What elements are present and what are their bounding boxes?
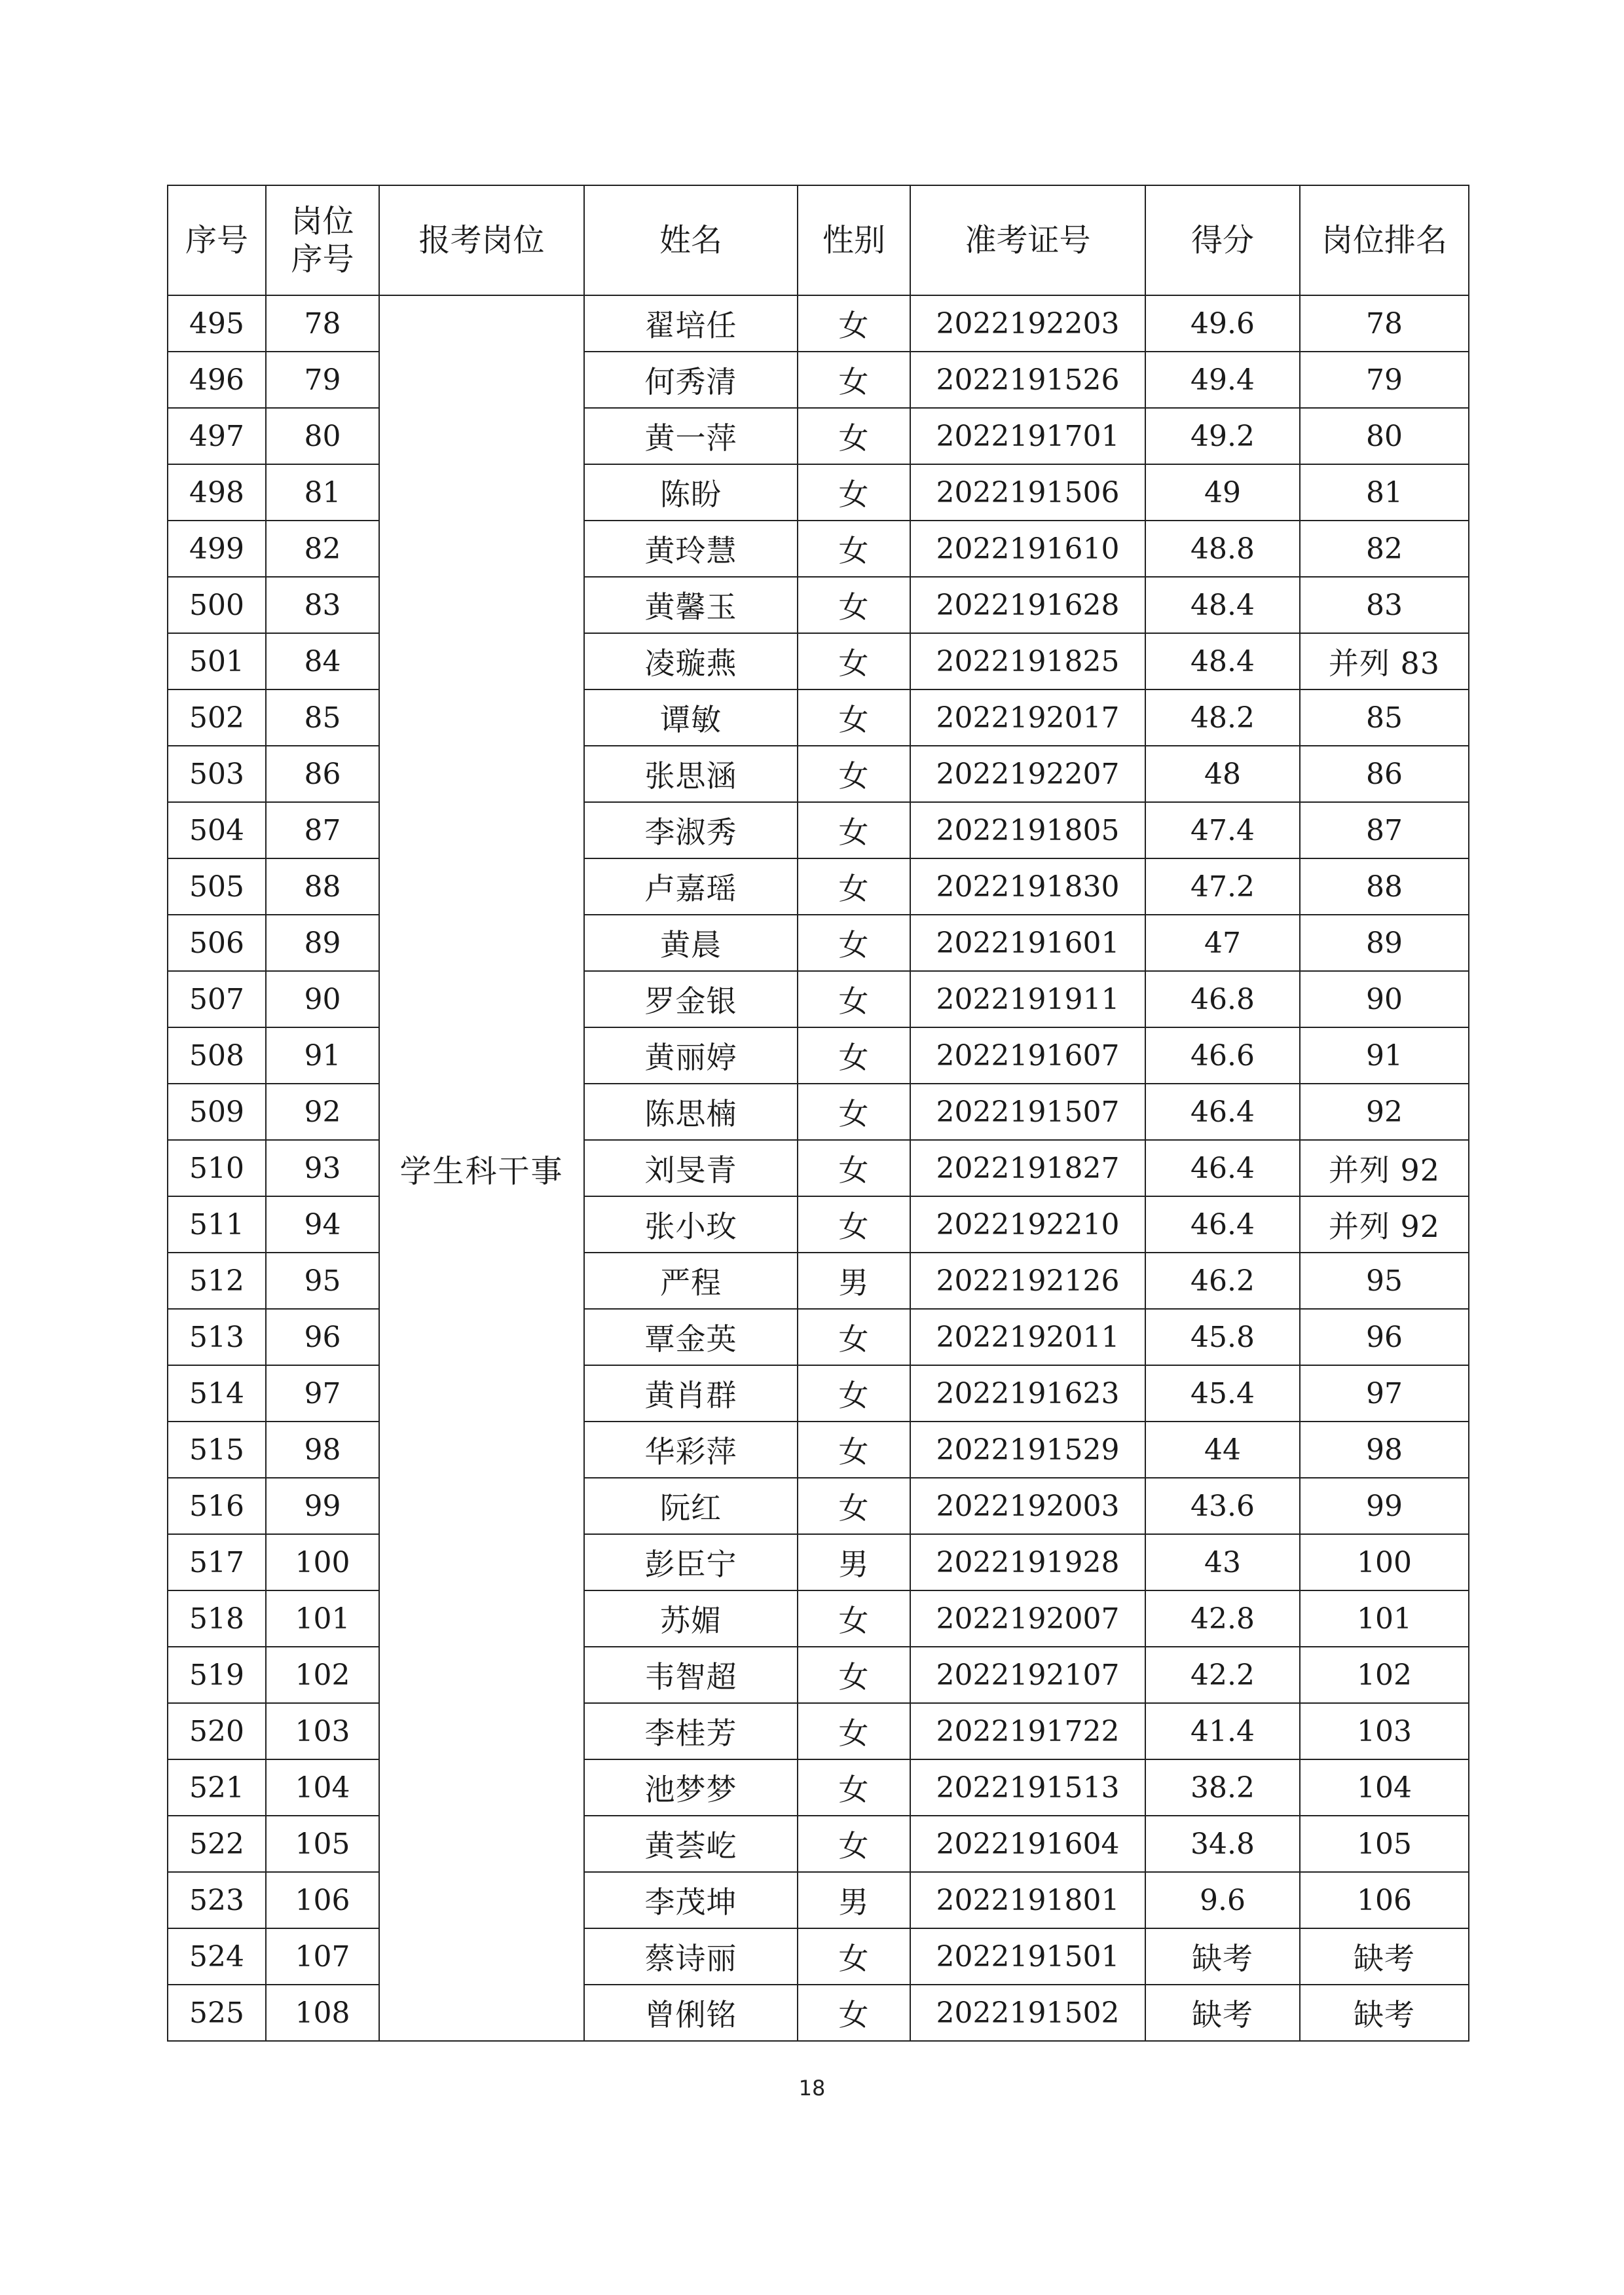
cell-name: 刘旻青	[584, 1140, 798, 1196]
cell-rank: 100	[1300, 1534, 1469, 1590]
cell-post-seq: 90	[266, 971, 379, 1027]
table-row	[168, 1703, 1469, 1759]
cell-seq: 519	[168, 1647, 266, 1703]
cell-exam-id: 2022191722	[910, 1703, 1145, 1759]
cell-exam-id: 2022191610	[910, 521, 1145, 577]
cell-score: 42.8	[1145, 1590, 1300, 1647]
cell-name: 何秀清	[584, 352, 798, 408]
cell-seq: 499	[168, 521, 266, 577]
cell-exam-id: 2022191529	[910, 1422, 1145, 1478]
cell-score: 43	[1145, 1534, 1300, 1590]
cell-exam-id: 2022192126	[910, 1253, 1145, 1309]
cell-name: 黄晨	[584, 915, 798, 971]
cell-rank: 102	[1300, 1647, 1469, 1703]
cell-rank: 91	[1300, 1027, 1469, 1084]
cell-gender: 女	[798, 746, 910, 802]
cell-seq: 518	[168, 1590, 266, 1647]
cell-post-seq: 95	[266, 1253, 379, 1309]
cell-post-seq: 85	[266, 689, 379, 746]
cell-score: 49.6	[1145, 295, 1300, 352]
table-row	[168, 746, 1469, 802]
table-row	[168, 408, 1469, 464]
cell-score: 46.6	[1145, 1027, 1300, 1084]
cell-post-seq: 78	[266, 295, 379, 352]
cell-seq: 523	[168, 1872, 266, 1928]
cell-name: 覃金英	[584, 1309, 798, 1365]
cell-seq: 514	[168, 1365, 266, 1422]
cell-seq: 513	[168, 1309, 266, 1365]
cell-score: 48.2	[1145, 689, 1300, 746]
cell-gender: 女	[798, 1647, 910, 1703]
cell-score: 45.4	[1145, 1365, 1300, 1422]
cell-name: 张思涵	[584, 746, 798, 802]
cell-exam-id: 2022192017	[910, 689, 1145, 746]
cell-score: 49.4	[1145, 352, 1300, 408]
table-row	[168, 521, 1469, 577]
table-row	[168, 1759, 1469, 1816]
cell-score: 46.4	[1145, 1196, 1300, 1253]
cell-seq: 521	[168, 1759, 266, 1816]
table-row	[168, 802, 1469, 858]
cell-post-seq: 108	[266, 1985, 379, 2041]
table-row	[168, 295, 1469, 352]
cell-score: 47	[1145, 915, 1300, 971]
cell-rank: 79	[1300, 352, 1469, 408]
cell-seq: 503	[168, 746, 266, 802]
cell-seq: 515	[168, 1422, 266, 1478]
table-row	[168, 1647, 1469, 1703]
table-row	[168, 1027, 1469, 1084]
cell-rank: 99	[1300, 1478, 1469, 1534]
cell-rank: 86	[1300, 746, 1469, 802]
cell-exam-id: 2022191628	[910, 577, 1145, 633]
table-row	[168, 1872, 1469, 1928]
cell-gender: 女	[798, 1309, 910, 1365]
cell-score: 48.4	[1145, 633, 1300, 689]
cell-rank: 105	[1300, 1816, 1469, 1872]
cell-gender: 男	[798, 1872, 910, 1928]
table-row	[168, 1309, 1469, 1365]
table-row	[168, 971, 1469, 1027]
cell-gender: 男	[798, 1253, 910, 1309]
cell-name: 曾俐铭	[584, 1985, 798, 2041]
cell-score: 43.6	[1145, 1478, 1300, 1534]
cell-score: 44	[1145, 1422, 1300, 1478]
cell-post-seq: 98	[266, 1422, 379, 1478]
cell-seq: 524	[168, 1928, 266, 1985]
cell-exam-id: 2022191825	[910, 633, 1145, 689]
cell-post-seq: 87	[266, 802, 379, 858]
cell-name: 张小玫	[584, 1196, 798, 1253]
cell-exam-id: 2022191830	[910, 858, 1145, 915]
cell-name: 凌璇燕	[584, 633, 798, 689]
cell-post-seq: 97	[266, 1365, 379, 1422]
cell-seq: 500	[168, 577, 266, 633]
table-row	[168, 1253, 1469, 1309]
cell-seq: 496	[168, 352, 266, 408]
header-position: 报考岗位	[379, 185, 584, 295]
cell-name: 黄荟屹	[584, 1816, 798, 1872]
page-number: 18	[798, 2076, 826, 2101]
cell-name: 蔡诗丽	[584, 1928, 798, 1985]
cell-gender: 女	[798, 1928, 910, 1985]
cell-score: 48.8	[1145, 521, 1300, 577]
cell-seq: 504	[168, 802, 266, 858]
cell-rank: 96	[1300, 1309, 1469, 1365]
cell-seq: 517	[168, 1534, 266, 1590]
cell-rank: 81	[1300, 464, 1469, 521]
table-row	[168, 1365, 1469, 1422]
cell-seq: 505	[168, 858, 266, 915]
cell-name: 华彩萍	[584, 1422, 798, 1478]
cell-exam-id: 2022192107	[910, 1647, 1145, 1703]
cell-gender: 男	[798, 1534, 910, 1590]
table-row	[168, 1140, 1469, 1196]
cell-seq: 498	[168, 464, 266, 521]
table-row	[168, 352, 1469, 408]
cell-gender: 女	[798, 1365, 910, 1422]
cell-exam-id: 2022192210	[910, 1196, 1145, 1253]
header-rank: 岗位排名	[1300, 185, 1469, 295]
cell-score: 46.4	[1145, 1140, 1300, 1196]
cell-rank: 87	[1300, 802, 1469, 858]
cell-post-seq: 81	[266, 464, 379, 521]
cell-name: 李淑秀	[584, 802, 798, 858]
cell-post-seq: 88	[266, 858, 379, 915]
cell-name: 罗金银	[584, 971, 798, 1027]
cell-name: 黄馨玉	[584, 577, 798, 633]
table-row	[168, 1422, 1469, 1478]
cell-name: 陈盼	[584, 464, 798, 521]
cell-post-seq: 101	[266, 1590, 379, 1647]
header-post-seq: 岗位 序号	[266, 185, 379, 295]
cell-gender: 女	[798, 1027, 910, 1084]
cell-name: 李桂芳	[584, 1703, 798, 1759]
cell-name: 黄丽婷	[584, 1027, 798, 1084]
cell-post-seq: 99	[266, 1478, 379, 1534]
cell-score: 48.4	[1145, 577, 1300, 633]
cell-post-seq: 82	[266, 521, 379, 577]
cell-name: 韦智超	[584, 1647, 798, 1703]
cell-rank: 90	[1300, 971, 1469, 1027]
cell-exam-id: 2022191506	[910, 464, 1145, 521]
cell-seq: 509	[168, 1084, 266, 1140]
cell-seq: 506	[168, 915, 266, 971]
cell-name: 谭敏	[584, 689, 798, 746]
cell-seq: 502	[168, 689, 266, 746]
cell-gender: 女	[798, 464, 910, 521]
cell-post-seq: 89	[266, 915, 379, 971]
cell-seq: 512	[168, 1253, 266, 1309]
cell-seq: 510	[168, 1140, 266, 1196]
cell-gender: 女	[798, 1590, 910, 1647]
table-row	[168, 858, 1469, 915]
cell-seq: 511	[168, 1196, 266, 1253]
cell-score: 34.8	[1145, 1816, 1300, 1872]
cell-post-seq: 84	[266, 633, 379, 689]
header-score: 得分	[1145, 185, 1300, 295]
cell-gender: 女	[798, 1478, 910, 1534]
cell-rank: 95	[1300, 1253, 1469, 1309]
cell-seq: 501	[168, 633, 266, 689]
cell-score: 49.2	[1145, 408, 1300, 464]
cell-seq: 508	[168, 1027, 266, 1084]
table-row	[168, 1196, 1469, 1253]
cell-exam-id: 2022192003	[910, 1478, 1145, 1534]
cell-name: 李茂坤	[584, 1872, 798, 1928]
cell-name: 苏媚	[584, 1590, 798, 1647]
cell-exam-id: 2022192207	[910, 746, 1145, 802]
cell-rank: 并列 83	[1300, 633, 1469, 689]
cell-post-seq: 96	[266, 1309, 379, 1365]
cell-exam-id: 2022191507	[910, 1084, 1145, 1140]
cell-exam-id: 2022191601	[910, 915, 1145, 971]
cell-rank: 89	[1300, 915, 1469, 971]
cell-score: 48	[1145, 746, 1300, 802]
cell-rank: 104	[1300, 1759, 1469, 1816]
cell-exam-id: 2022191928	[910, 1534, 1145, 1590]
cell-score: 9.6	[1145, 1872, 1300, 1928]
cell-post-seq: 86	[266, 746, 379, 802]
cell-seq: 520	[168, 1703, 266, 1759]
cell-score: 41.4	[1145, 1703, 1300, 1759]
cell-rank: 97	[1300, 1365, 1469, 1422]
cell-rank: 85	[1300, 689, 1469, 746]
cell-score: 46.4	[1145, 1084, 1300, 1140]
cell-exam-id: 2022191801	[910, 1872, 1145, 1928]
cell-score: 46.8	[1145, 971, 1300, 1027]
cell-gender: 女	[798, 1703, 910, 1759]
header-exam-id: 准考证号	[910, 185, 1145, 295]
cell-rank: 83	[1300, 577, 1469, 633]
cell-rank: 并列 92	[1300, 1140, 1469, 1196]
cell-rank: 80	[1300, 408, 1469, 464]
cell-score: 42.2	[1145, 1647, 1300, 1703]
cell-name: 阮红	[584, 1478, 798, 1534]
cell-rank: 缺考	[1300, 1985, 1469, 2041]
cell-gender: 女	[798, 1816, 910, 1872]
cell-score: 45.8	[1145, 1309, 1300, 1365]
cell-exam-id: 2022191701	[910, 408, 1145, 464]
cell-gender: 女	[798, 577, 910, 633]
cell-score: 缺考	[1145, 1928, 1300, 1985]
cell-seq: 507	[168, 971, 266, 1027]
table-row	[168, 1534, 1469, 1590]
cell-rank: 78	[1300, 295, 1469, 352]
cell-name: 池梦梦	[584, 1759, 798, 1816]
table-row	[168, 1816, 1469, 1872]
cell-name: 黄玲慧	[584, 521, 798, 577]
results-table	[167, 185, 1469, 2042]
cell-name: 黄肖群	[584, 1365, 798, 1422]
cell-exam-id: 2022191827	[910, 1140, 1145, 1196]
cell-exam-id: 2022191911	[910, 971, 1145, 1027]
cell-post-seq: 80	[266, 408, 379, 464]
cell-seq: 522	[168, 1816, 266, 1872]
cell-score: 47.2	[1145, 858, 1300, 915]
cell-exam-id: 2022191607	[910, 1027, 1145, 1084]
cell-rank: 92	[1300, 1084, 1469, 1140]
cell-gender: 女	[798, 858, 910, 915]
cell-exam-id: 2022191501	[910, 1928, 1145, 1985]
cell-exam-id: 2022191604	[910, 1816, 1145, 1872]
cell-post-seq: 105	[266, 1816, 379, 1872]
cell-score: 49	[1145, 464, 1300, 521]
table-row	[168, 1084, 1469, 1140]
cell-rank: 101	[1300, 1590, 1469, 1647]
cell-rank: 106	[1300, 1872, 1469, 1928]
cell-name: 翟培任	[584, 295, 798, 352]
cell-exam-id: 2022191805	[910, 802, 1145, 858]
cell-gender: 女	[798, 352, 910, 408]
cell-gender: 女	[798, 1422, 910, 1478]
cell-exam-id: 2022191502	[910, 1985, 1145, 2041]
table-row	[168, 1478, 1469, 1534]
cell-score: 38.2	[1145, 1759, 1300, 1816]
cell-post-seq: 91	[266, 1027, 379, 1084]
cell-exam-id: 2022192203	[910, 295, 1145, 352]
header-name: 姓名	[584, 185, 798, 295]
cell-rank: 98	[1300, 1422, 1469, 1478]
cell-gender: 女	[798, 689, 910, 746]
cell-name: 彭臣宁	[584, 1534, 798, 1590]
table-header-row	[168, 185, 1469, 295]
cell-post-seq: 83	[266, 577, 379, 633]
cell-post-seq: 94	[266, 1196, 379, 1253]
cell-position: 学生科干事	[379, 295, 584, 2041]
table-row	[168, 1590, 1469, 1647]
cell-name: 黄一萍	[584, 408, 798, 464]
cell-gender: 女	[798, 802, 910, 858]
cell-rank: 并列 92	[1300, 1196, 1469, 1253]
cell-seq: 497	[168, 408, 266, 464]
cell-post-seq: 79	[266, 352, 379, 408]
cell-rank: 缺考	[1300, 1928, 1469, 1985]
cell-name: 严程	[584, 1253, 798, 1309]
cell-rank: 103	[1300, 1703, 1469, 1759]
table-row	[168, 915, 1469, 971]
cell-gender: 女	[798, 1196, 910, 1253]
cell-rank: 82	[1300, 521, 1469, 577]
cell-rank: 88	[1300, 858, 1469, 915]
cell-name: 陈思楠	[584, 1084, 798, 1140]
table-row	[168, 1985, 1469, 2041]
cell-exam-id: 2022191623	[910, 1365, 1145, 1422]
cell-post-seq: 103	[266, 1703, 379, 1759]
cell-gender: 女	[798, 1759, 910, 1816]
cell-post-seq: 93	[266, 1140, 379, 1196]
cell-seq: 525	[168, 1985, 266, 2041]
cell-gender: 女	[798, 633, 910, 689]
cell-post-seq: 92	[266, 1084, 379, 1140]
cell-seq: 495	[168, 295, 266, 352]
header-gender: 性别	[798, 185, 910, 295]
cell-score: 46.2	[1145, 1253, 1300, 1309]
cell-exam-id: 2022192011	[910, 1309, 1145, 1365]
cell-post-seq: 104	[266, 1759, 379, 1816]
cell-gender: 女	[798, 1084, 910, 1140]
cell-exam-id: 2022191526	[910, 352, 1145, 408]
cell-gender: 女	[798, 521, 910, 577]
cell-exam-id: 2022191513	[910, 1759, 1145, 1816]
table-row	[168, 464, 1469, 521]
table-row	[168, 577, 1469, 633]
cell-gender: 女	[798, 295, 910, 352]
table-row	[168, 689, 1469, 746]
cell-post-seq: 100	[266, 1534, 379, 1590]
cell-post-seq: 106	[266, 1872, 379, 1928]
cell-gender: 女	[798, 915, 910, 971]
cell-name: 卢嘉瑶	[584, 858, 798, 915]
cell-gender: 女	[798, 1140, 910, 1196]
cell-post-seq: 107	[266, 1928, 379, 1985]
cell-seq: 516	[168, 1478, 266, 1534]
cell-exam-id: 2022192007	[910, 1590, 1145, 1647]
cell-gender: 女	[798, 971, 910, 1027]
table-row	[168, 1928, 1469, 1985]
table-body	[168, 295, 1469, 2041]
cell-post-seq: 102	[266, 1647, 379, 1703]
cell-gender: 女	[798, 408, 910, 464]
cell-gender: 女	[798, 1985, 910, 2041]
table-row	[168, 633, 1469, 689]
cell-score: 缺考	[1145, 1985, 1300, 2041]
header-seq: 序号	[168, 185, 266, 295]
cell-score: 47.4	[1145, 802, 1300, 858]
